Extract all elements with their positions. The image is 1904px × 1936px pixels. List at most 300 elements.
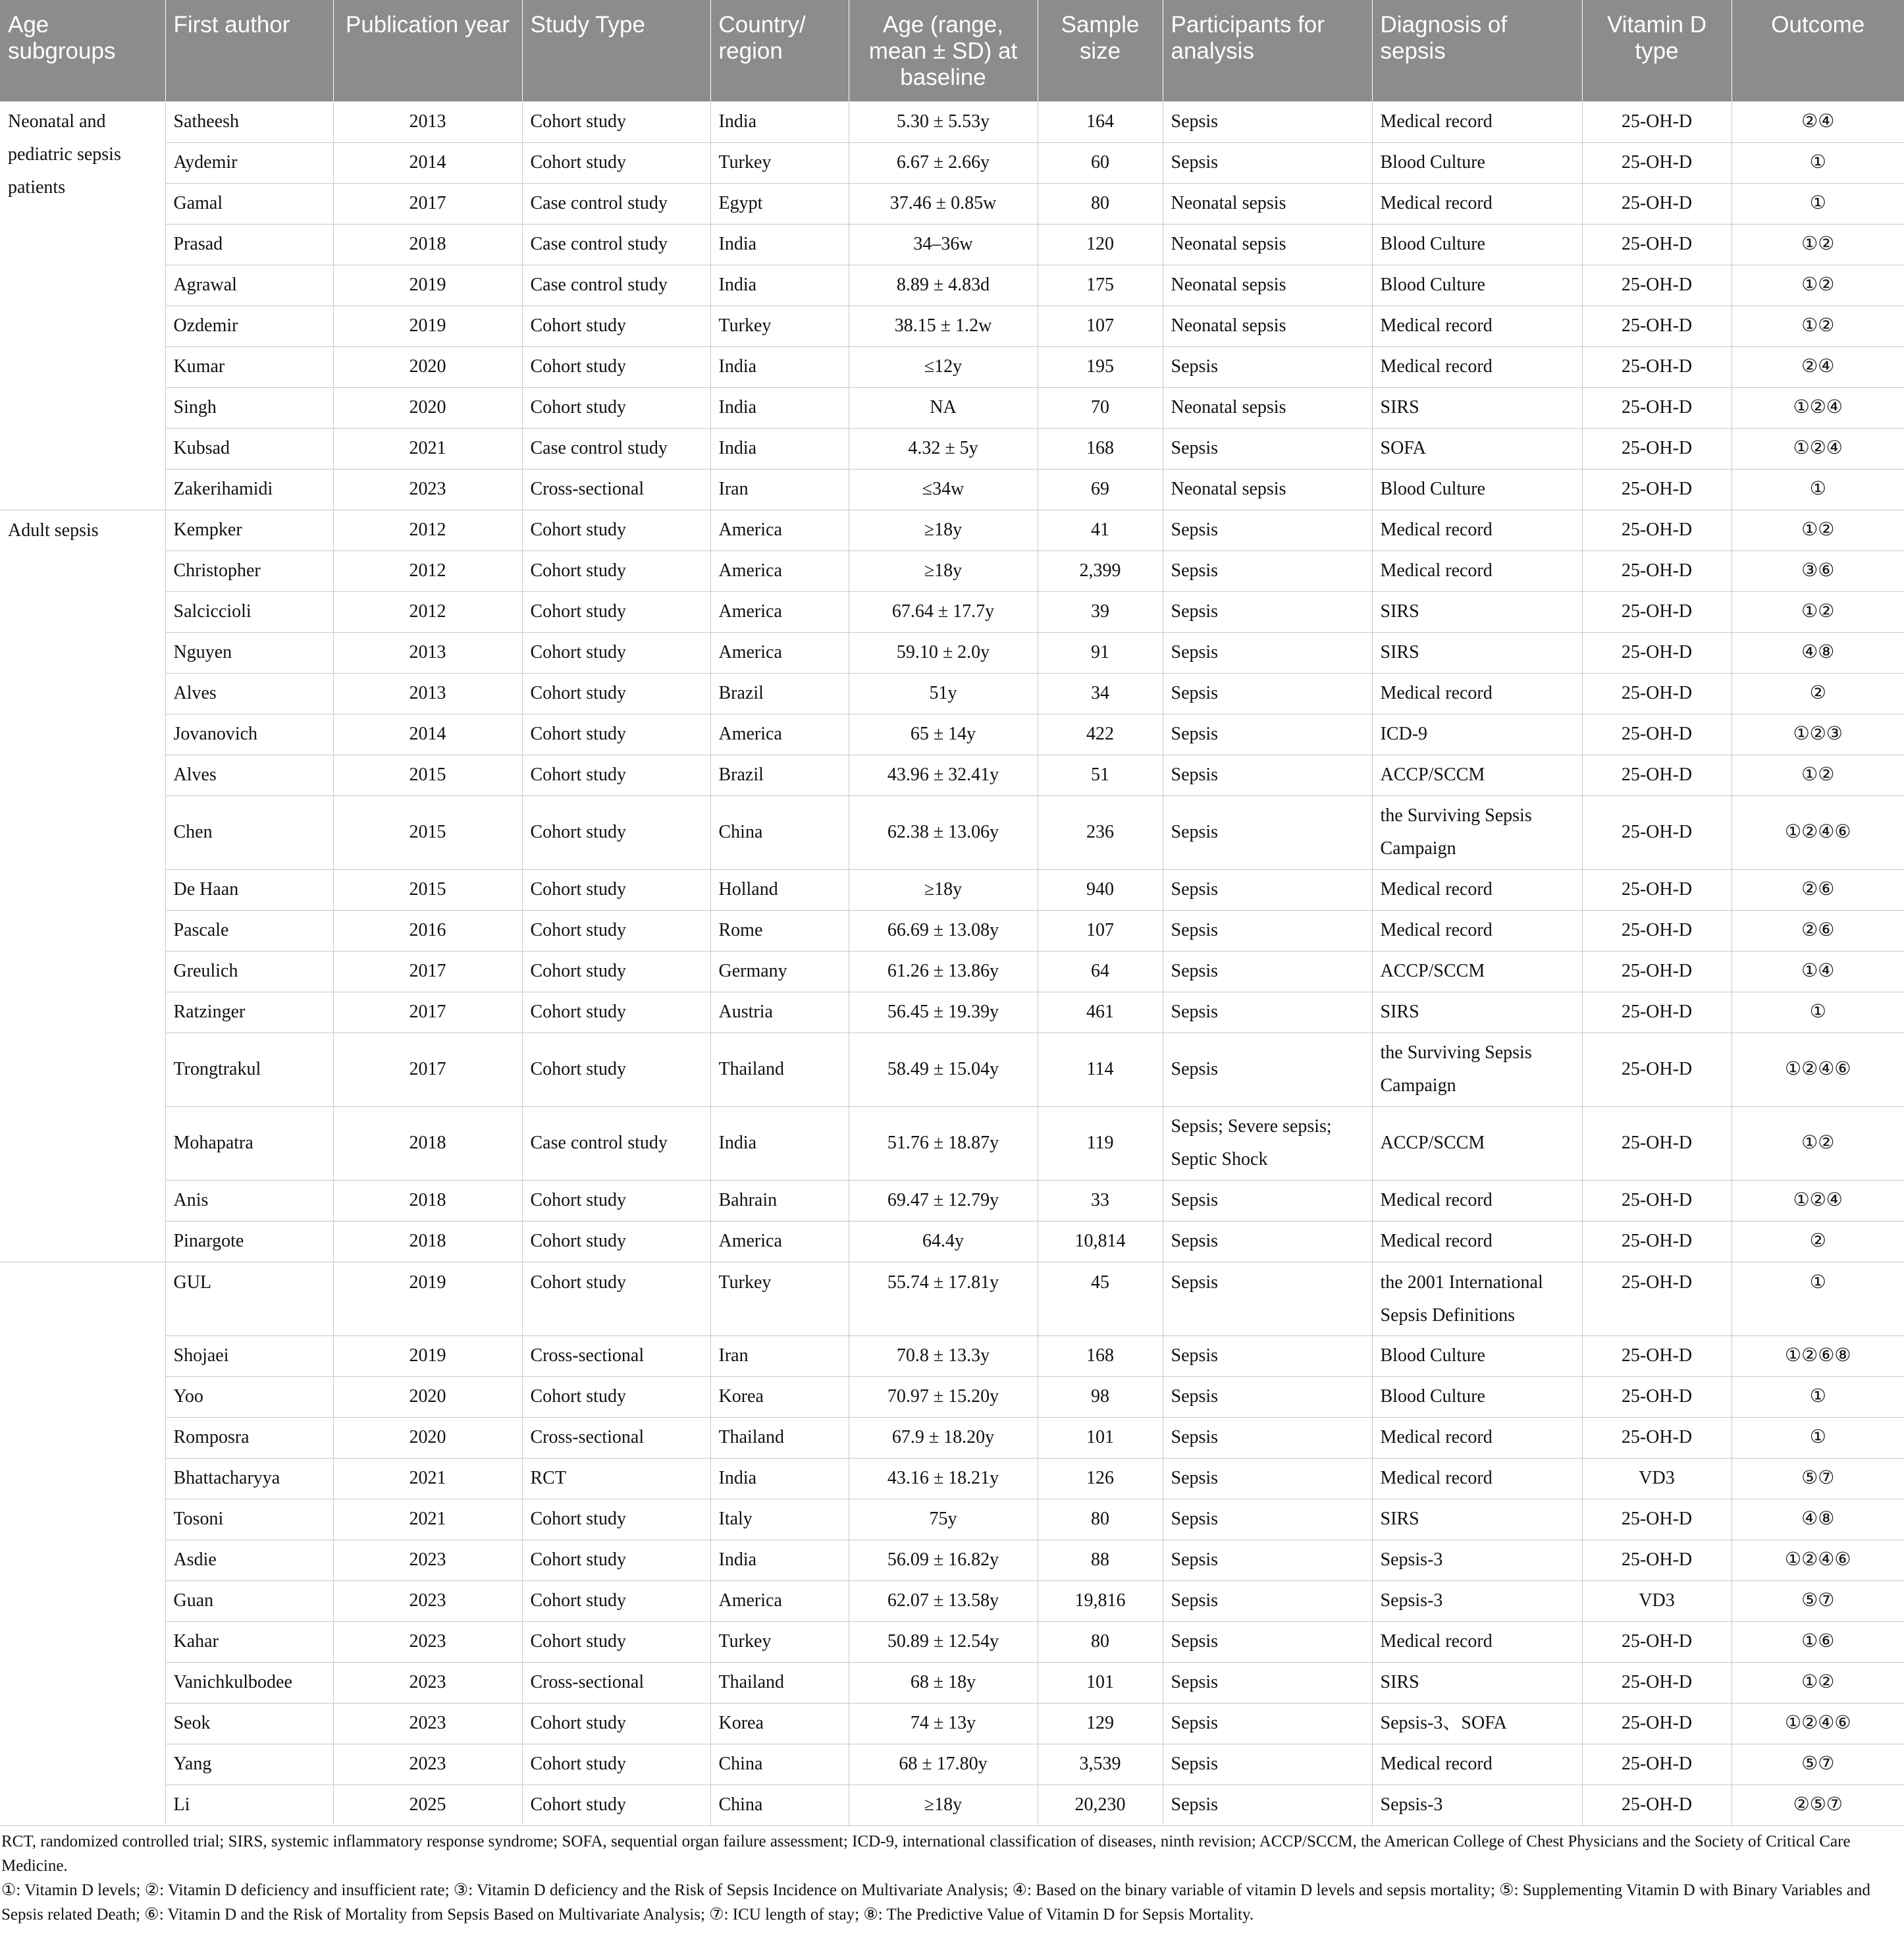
age-baseline-cell: 67.64 ± 17.7y — [849, 591, 1038, 632]
country-cell: Bahrain — [710, 1180, 849, 1221]
country-cell: Thailand — [710, 1033, 849, 1106]
study-type-cell: Cohort study — [522, 591, 710, 632]
outcome-cell: ①②④⑥ — [1732, 1033, 1904, 1106]
participants-cell: Sepsis — [1163, 1262, 1372, 1335]
table-row — [0, 591, 1904, 632]
first-author-cell: Pinargote — [165, 1221, 333, 1262]
age-baseline-cell: ≥18y — [849, 869, 1038, 910]
vitamin-d-type-cell: 25-OH-D — [1582, 469, 1732, 510]
diagnosis-cell: Medical record — [1372, 346, 1582, 387]
outcome-cell: ② — [1732, 673, 1904, 714]
country-cell: America — [710, 510, 849, 551]
age-baseline-cell: 6.67 ± 2.66y — [849, 142, 1038, 183]
participants-cell: Neonatal sepsis — [1163, 265, 1372, 306]
vitamin-d-type-cell: 25-OH-D — [1582, 951, 1732, 992]
diagnosis-cell: Medical record — [1372, 551, 1582, 591]
publication-year-cell: 2015 — [333, 755, 522, 795]
outcome-cell: ②④ — [1732, 101, 1904, 142]
age-baseline-cell: 5.30 ± 5.53y — [849, 101, 1038, 142]
country-cell: America — [710, 551, 849, 591]
diagnosis-cell: SIRS — [1372, 387, 1582, 428]
publication-year-cell: 2023 — [333, 1703, 522, 1744]
vitamin-d-type-cell: 25-OH-D — [1582, 265, 1732, 306]
sample-size-cell: 80 — [1038, 1621, 1163, 1662]
publication-year-cell: 2021 — [333, 428, 522, 469]
outcome-cell: ① — [1732, 1376, 1904, 1417]
header-study-type: Study Type — [522, 0, 710, 101]
table-footnotes — [0, 1829, 1897, 1927]
study-type-cell: Cohort study — [522, 795, 710, 869]
table-row — [0, 869, 1904, 910]
first-author-cell: Guan — [165, 1580, 333, 1621]
first-author-cell: Mohapatra — [165, 1106, 333, 1180]
diagnosis-cell: Medical record — [1372, 1458, 1582, 1499]
vitamin-d-type-cell: 25-OH-D — [1582, 591, 1732, 632]
vitamin-d-type-cell: 25-OH-D — [1582, 1744, 1732, 1785]
sample-size-cell: 33 — [1038, 1180, 1163, 1221]
header-country-region: Country/ region — [710, 0, 849, 101]
study-type-cell: Cohort study — [522, 1744, 710, 1785]
study-type-cell: Cross-sectional — [522, 1662, 710, 1703]
outcome-cell: ①② — [1732, 591, 1904, 632]
study-type-cell: Case control study — [522, 183, 710, 224]
header-vitamin-d-type: Vitamin D type — [1582, 0, 1732, 101]
outcome-cell: ①② — [1732, 265, 1904, 306]
outcome-cell: ③⑥ — [1732, 551, 1904, 591]
study-type-cell: Cohort study — [522, 992, 710, 1033]
diagnosis-cell: Medical record — [1372, 101, 1582, 142]
header-age-baseline: Age (range, mean ± SD) at baseline — [849, 0, 1038, 101]
sample-size-cell: 64 — [1038, 951, 1163, 992]
first-author-cell: Kumar — [165, 346, 333, 387]
diagnosis-cell: Medical record — [1372, 306, 1582, 346]
diagnosis-cell: Medical record — [1372, 510, 1582, 551]
vitamin-d-type-cell: 25-OH-D — [1582, 1499, 1732, 1540]
participants-cell: Sepsis — [1163, 714, 1372, 755]
publication-year-cell: 2021 — [333, 1499, 522, 1540]
sample-size-cell: 10,814 — [1038, 1221, 1163, 1262]
first-author-cell: Anis — [165, 1180, 333, 1221]
publication-year-cell: 2015 — [333, 795, 522, 869]
sample-size-cell: 80 — [1038, 1499, 1163, 1540]
study-type-cell: Cohort study — [522, 142, 710, 183]
vitamin-d-type-cell: 25-OH-D — [1582, 1106, 1732, 1180]
outcome-cell: ②④ — [1732, 346, 1904, 387]
outcome-cell: ①②④⑥ — [1732, 1703, 1904, 1744]
sample-size-cell: 69 — [1038, 469, 1163, 510]
publication-year-cell: 2013 — [333, 632, 522, 673]
study-type-cell: Cohort study — [522, 1262, 710, 1335]
table-row — [0, 387, 1904, 428]
publication-year-cell: 2023 — [333, 469, 522, 510]
table-row — [0, 951, 1904, 992]
outcome-cell: ④⑧ — [1732, 1499, 1904, 1540]
sample-size-cell: 88 — [1038, 1540, 1163, 1580]
first-author-cell: Aydemir — [165, 142, 333, 183]
participants-cell: Sepsis — [1163, 1221, 1372, 1262]
outcome-cell: ①② — [1732, 510, 1904, 551]
participants-cell: Sepsis — [1163, 1180, 1372, 1221]
age-baseline-cell: 61.26 ± 13.86y — [849, 951, 1038, 992]
participants-cell: Sepsis — [1163, 510, 1372, 551]
study-type-cell: Cohort study — [522, 869, 710, 910]
sample-size-cell: 175 — [1038, 265, 1163, 306]
outcome-cell: ⑤⑦ — [1732, 1458, 1904, 1499]
outcome-cell: ⑤⑦ — [1732, 1580, 1904, 1621]
country-cell: Rome — [710, 910, 849, 951]
sample-size-cell: 164 — [1038, 101, 1163, 142]
participants-cell: Sepsis — [1163, 1785, 1372, 1825]
country-cell: Holland — [710, 869, 849, 910]
first-author-cell: Shojaei — [165, 1335, 333, 1376]
study-type-cell: Cross-sectional — [522, 1335, 710, 1376]
sample-size-cell: 236 — [1038, 795, 1163, 869]
vitamin-d-type-cell: 25-OH-D — [1582, 910, 1732, 951]
table-row — [0, 224, 1904, 265]
publication-year-cell: 2025 — [333, 1785, 522, 1825]
outcome-cell: ① — [1732, 469, 1904, 510]
participants-cell: Neonatal sepsis — [1163, 306, 1372, 346]
country-cell: Turkey — [710, 306, 849, 346]
country-cell: India — [710, 346, 849, 387]
age-baseline-cell: 68 ± 17.80y — [849, 1744, 1038, 1785]
age-baseline-cell: 59.10 ± 2.0y — [849, 632, 1038, 673]
table-row — [0, 1221, 1904, 1262]
participants-cell: Neonatal sepsis — [1163, 183, 1372, 224]
vitamin-d-type-cell: 25-OH-D — [1582, 1376, 1732, 1417]
diagnosis-cell: Blood Culture — [1372, 469, 1582, 510]
participants-cell: Sepsis — [1163, 1540, 1372, 1580]
table-row — [0, 1033, 1904, 1106]
country-cell: Brazil — [710, 755, 849, 795]
publication-year-cell: 2023 — [333, 1540, 522, 1580]
publication-year-cell: 2014 — [333, 714, 522, 755]
outcome-cell: ①② — [1732, 1106, 1904, 1180]
header-outcome: Outcome — [1732, 0, 1904, 101]
outcome-cell: ①② — [1732, 755, 1904, 795]
publication-year-cell: 2018 — [333, 224, 522, 265]
first-author-cell: Greulich — [165, 951, 333, 992]
sample-size-cell: 3,539 — [1038, 1744, 1163, 1785]
sample-size-cell: 940 — [1038, 869, 1163, 910]
first-author-cell: Ozdemir — [165, 306, 333, 346]
age-baseline-cell: 66.69 ± 13.08y — [849, 910, 1038, 951]
header-first-author: First author — [165, 0, 333, 101]
header-participants: Participants for analysis — [1163, 0, 1372, 101]
vitamin-d-type-cell: 25-OH-D — [1582, 306, 1732, 346]
study-type-cell: Cohort study — [522, 551, 710, 591]
first-author-cell: Kempker — [165, 510, 333, 551]
table-row — [0, 1744, 1904, 1785]
table-row — [0, 1376, 1904, 1417]
study-type-cell: RCT — [522, 1458, 710, 1499]
first-author-cell: Tosoni — [165, 1499, 333, 1540]
vitamin-d-type-cell: 25-OH-D — [1582, 510, 1732, 551]
age-baseline-cell: 67.9 ± 18.20y — [849, 1417, 1038, 1458]
country-cell: America — [710, 591, 849, 632]
first-author-cell: Kahar — [165, 1621, 333, 1662]
first-author-cell: Yoo — [165, 1376, 333, 1417]
publication-year-cell: 2021 — [333, 1458, 522, 1499]
diagnosis-cell: Blood Culture — [1372, 265, 1582, 306]
first-author-cell: Seok — [165, 1703, 333, 1744]
study-type-cell: Cohort study — [522, 510, 710, 551]
table-row — [0, 306, 1904, 346]
diagnosis-cell: Sepsis-3 — [1372, 1580, 1582, 1621]
participants-cell: Sepsis — [1163, 795, 1372, 869]
outcome-cell: ②⑥ — [1732, 910, 1904, 951]
study-type-cell: Case control study — [522, 265, 710, 306]
header-publication-year: Publication year — [333, 0, 522, 101]
table-row — [0, 755, 1904, 795]
diagnosis-cell: ACCP/SCCM — [1372, 755, 1582, 795]
age-baseline-cell: 50.89 ± 12.54y — [849, 1621, 1038, 1662]
sample-size-cell: 2,399 — [1038, 551, 1163, 591]
table-body — [0, 101, 1904, 1825]
outcome-cell: ①②⑥⑧ — [1732, 1335, 1904, 1376]
country-cell: India — [710, 101, 849, 142]
publication-year-cell: 2013 — [333, 673, 522, 714]
publication-year-cell: 2017 — [333, 183, 522, 224]
table-row — [0, 1580, 1904, 1621]
age-baseline-cell: ≤34w — [849, 469, 1038, 510]
vitamin-d-type-cell: VD3 — [1582, 1580, 1732, 1621]
diagnosis-cell: Medical record — [1372, 183, 1582, 224]
vitamin-d-type-cell: 25-OH-D — [1582, 142, 1732, 183]
first-author-cell: Agrawal — [165, 265, 333, 306]
table-row — [0, 101, 1904, 142]
publication-year-cell: 2020 — [333, 387, 522, 428]
country-cell: India — [710, 1106, 849, 1180]
publication-year-cell: 2016 — [333, 910, 522, 951]
sample-size-cell: 60 — [1038, 142, 1163, 183]
vitamin-d-type-cell: 25-OH-D — [1582, 551, 1732, 591]
participants-cell: Sepsis — [1163, 1621, 1372, 1662]
diagnosis-cell: SIRS — [1372, 591, 1582, 632]
age-baseline-cell: 68 ± 18y — [849, 1662, 1038, 1703]
country-cell: Italy — [710, 1499, 849, 1540]
outcome-cell: ① — [1732, 1262, 1904, 1335]
country-cell: China — [710, 1785, 849, 1825]
publication-year-cell: 2023 — [333, 1580, 522, 1621]
age-baseline-cell: 62.07 ± 13.58y — [849, 1580, 1038, 1621]
participants-cell: Neonatal sepsis — [1163, 387, 1372, 428]
participants-cell: Sepsis — [1163, 1458, 1372, 1499]
diagnosis-cell: Medical record — [1372, 1417, 1582, 1458]
publication-year-cell: 2017 — [333, 951, 522, 992]
diagnosis-cell: Medical record — [1372, 1180, 1582, 1221]
country-cell: Turkey — [710, 1262, 849, 1335]
publication-year-cell: 2012 — [333, 551, 522, 591]
publication-year-cell: 2018 — [333, 1180, 522, 1221]
vitamin-d-type-cell: 25-OH-D — [1582, 428, 1732, 469]
study-type-cell: Cross-sectional — [522, 1417, 710, 1458]
table-row — [0, 1662, 1904, 1703]
table-row — [0, 910, 1904, 951]
sample-size-cell: 98 — [1038, 1376, 1163, 1417]
diagnosis-cell: Blood Culture — [1372, 142, 1582, 183]
participants-cell: Sepsis; Severe sepsis; Septic Shock — [1163, 1106, 1372, 1180]
publication-year-cell: 2019 — [333, 265, 522, 306]
age-baseline-cell: 56.09 ± 16.82y — [849, 1540, 1038, 1580]
age-baseline-cell: 51.76 ± 18.87y — [849, 1106, 1038, 1180]
first-author-cell: Pascale — [165, 910, 333, 951]
study-type-cell: Cohort study — [522, 1703, 710, 1744]
vitamin-d-type-cell: 25-OH-D — [1582, 1221, 1732, 1262]
first-author-cell: Yang — [165, 1744, 333, 1785]
footnote-outcome-legend: ①: Vitamin D levels; ②: Vitamin D deficiency and insufficient rate; ③: Vitamin D deficiency and the Risk of Sepsis Incidence on Multivariate Analysis; ④: Based on the binary variable of vitamin D levels and sepsis mortality; ⑤: Supplementing Vitamin D with Binary Variables and Sepsis related Death; ⑥: Vitamin D and the Risk of Mortality from Sepsis Based on Multivariate Analysis; ⑦: ICU length of stay; ⑧: The Predictive Value of Vitamin D for Sepsis Mortality. — [1, 1881, 1870, 1923]
age-baseline-cell: ≥18y — [849, 551, 1038, 591]
table-row — [0, 1621, 1904, 1662]
table-row — [0, 1499, 1904, 1540]
vitamin-d-type-cell: 25-OH-D — [1582, 346, 1732, 387]
table-row — [0, 795, 1904, 869]
sample-size-cell: 34 — [1038, 673, 1163, 714]
vitamin-d-type-cell: 25-OH-D — [1582, 869, 1732, 910]
table-row — [0, 1417, 1904, 1458]
age-baseline-cell: 4.32 ± 5y — [849, 428, 1038, 469]
sample-size-cell: 80 — [1038, 183, 1163, 224]
table-row — [0, 551, 1904, 591]
diagnosis-cell: Sepsis-3、SOFA — [1372, 1703, 1582, 1744]
country-cell: China — [710, 795, 849, 869]
sample-size-cell: 107 — [1038, 306, 1163, 346]
age-baseline-cell: 38.15 ± 1.2w — [849, 306, 1038, 346]
vitamin-d-type-cell: 25-OH-D — [1582, 1621, 1732, 1662]
country-cell: India — [710, 224, 849, 265]
participants-cell: Sepsis — [1163, 1499, 1372, 1540]
sample-size-cell: 119 — [1038, 1106, 1163, 1180]
vitamin-d-type-cell: 25-OH-D — [1582, 755, 1732, 795]
age-baseline-cell: 8.89 ± 4.83d — [849, 265, 1038, 306]
country-cell: Thailand — [710, 1417, 849, 1458]
first-author-cell: Alves — [165, 673, 333, 714]
participants-cell: Sepsis — [1163, 1662, 1372, 1703]
first-author-cell: GUL — [165, 1262, 333, 1335]
study-type-cell: Cohort study — [522, 1180, 710, 1221]
study-type-cell: Cohort study — [522, 910, 710, 951]
participants-cell: Sepsis — [1163, 632, 1372, 673]
vitamin-d-type-cell: 25-OH-D — [1582, 1785, 1732, 1825]
header-diagnosis: Diagnosis of sepsis — [1372, 0, 1582, 101]
outcome-cell: ②⑥ — [1732, 869, 1904, 910]
first-author-cell: De Haan — [165, 869, 333, 910]
age-baseline-cell: 70.97 ± 15.20y — [849, 1376, 1038, 1417]
participants-cell: Neonatal sepsis — [1163, 224, 1372, 265]
first-author-cell: Prasad — [165, 224, 333, 265]
study-type-cell: Cohort study — [522, 1376, 710, 1417]
diagnosis-cell: ACCP/SCCM — [1372, 1106, 1582, 1180]
diagnosis-cell: SIRS — [1372, 632, 1582, 673]
publication-year-cell: 2014 — [333, 142, 522, 183]
vitamin-d-type-cell: 25-OH-D — [1582, 795, 1732, 869]
publication-year-cell: 2015 — [333, 869, 522, 910]
publication-year-cell: 2023 — [333, 1662, 522, 1703]
table-row — [0, 1458, 1904, 1499]
participants-cell: Sepsis — [1163, 869, 1372, 910]
participants-cell: Sepsis — [1163, 142, 1372, 183]
participants-cell: Sepsis — [1163, 755, 1372, 795]
study-type-cell: Case control study — [522, 224, 710, 265]
vitamin-d-type-cell: VD3 — [1582, 1458, 1732, 1499]
diagnosis-cell: the Surviving Sepsis Campaign — [1372, 1033, 1582, 1106]
outcome-cell: ① — [1732, 1417, 1904, 1458]
sample-size-cell: 461 — [1038, 992, 1163, 1033]
age-baseline-cell: 74 ± 13y — [849, 1703, 1038, 1744]
outcome-cell: ⑤⑦ — [1732, 1744, 1904, 1785]
publication-year-cell: 2020 — [333, 1417, 522, 1458]
age-baseline-cell: ≤12y — [849, 346, 1038, 387]
country-cell: Turkey — [710, 1621, 849, 1662]
sample-size-cell: 114 — [1038, 1033, 1163, 1106]
country-cell: India — [710, 1540, 849, 1580]
diagnosis-cell: SOFA — [1372, 428, 1582, 469]
diagnosis-cell: Medical record — [1372, 1744, 1582, 1785]
table-header — [0, 0, 1904, 101]
table-row — [0, 1335, 1904, 1376]
study-type-cell: Cohort study — [522, 387, 710, 428]
participants-cell: Sepsis — [1163, 1417, 1372, 1458]
diagnosis-cell: Medical record — [1372, 1621, 1582, 1662]
publication-year-cell: 2017 — [333, 992, 522, 1033]
country-cell: Turkey — [710, 142, 849, 183]
table-row — [0, 469, 1904, 510]
sample-size-cell: 195 — [1038, 346, 1163, 387]
study-type-cell: Cohort study — [522, 1033, 710, 1106]
table-row — [0, 428, 1904, 469]
outcome-cell: ①②④⑥ — [1732, 795, 1904, 869]
outcome-cell: ①② — [1732, 306, 1904, 346]
vitamin-d-type-cell: 25-OH-D — [1582, 1033, 1732, 1106]
table-row — [0, 183, 1904, 224]
study-type-cell: Cohort study — [522, 673, 710, 714]
header-sample-size: Sample size — [1038, 0, 1163, 101]
participants-cell: Sepsis — [1163, 428, 1372, 469]
sample-size-cell: 126 — [1038, 1458, 1163, 1499]
country-cell: Egypt — [710, 183, 849, 224]
outcome-cell: ④⑧ — [1732, 632, 1904, 673]
first-author-cell: Gamal — [165, 183, 333, 224]
sample-size-cell: 20,230 — [1038, 1785, 1163, 1825]
study-type-cell: Cohort study — [522, 306, 710, 346]
study-type-cell: Cohort study — [522, 755, 710, 795]
country-cell: Iran — [710, 1335, 849, 1376]
diagnosis-cell: Sepsis-3 — [1372, 1785, 1582, 1825]
study-type-cell: Cohort study — [522, 1540, 710, 1580]
country-cell: India — [710, 1458, 849, 1499]
sample-size-cell: 422 — [1038, 714, 1163, 755]
first-author-cell: Zakerihamidi — [165, 469, 333, 510]
vitamin-d-type-cell: 25-OH-D — [1582, 1662, 1732, 1703]
sample-size-cell: 101 — [1038, 1662, 1163, 1703]
diagnosis-cell: Medical record — [1372, 1221, 1582, 1262]
first-author-cell: Trongtrakul — [165, 1033, 333, 1106]
publication-year-cell: 2019 — [333, 1262, 522, 1335]
first-author-cell: Bhattacharyya — [165, 1458, 333, 1499]
age-baseline-cell: 75y — [849, 1499, 1038, 1540]
age-baseline-cell: NA — [849, 387, 1038, 428]
study-type-cell: Case control study — [522, 428, 710, 469]
age-baseline-cell: 64.4y — [849, 1221, 1038, 1262]
study-type-cell: Cohort study — [522, 1621, 710, 1662]
age-subgroup-cell: Neonatal and pediatric sepsis patients — [0, 101, 165, 510]
sample-size-cell: 91 — [1038, 632, 1163, 673]
publication-year-cell: 2019 — [333, 306, 522, 346]
diagnosis-cell: Blood Culture — [1372, 1335, 1582, 1376]
sample-size-cell: 107 — [1038, 910, 1163, 951]
header-row — [0, 0, 1904, 101]
table-row — [0, 1703, 1904, 1744]
